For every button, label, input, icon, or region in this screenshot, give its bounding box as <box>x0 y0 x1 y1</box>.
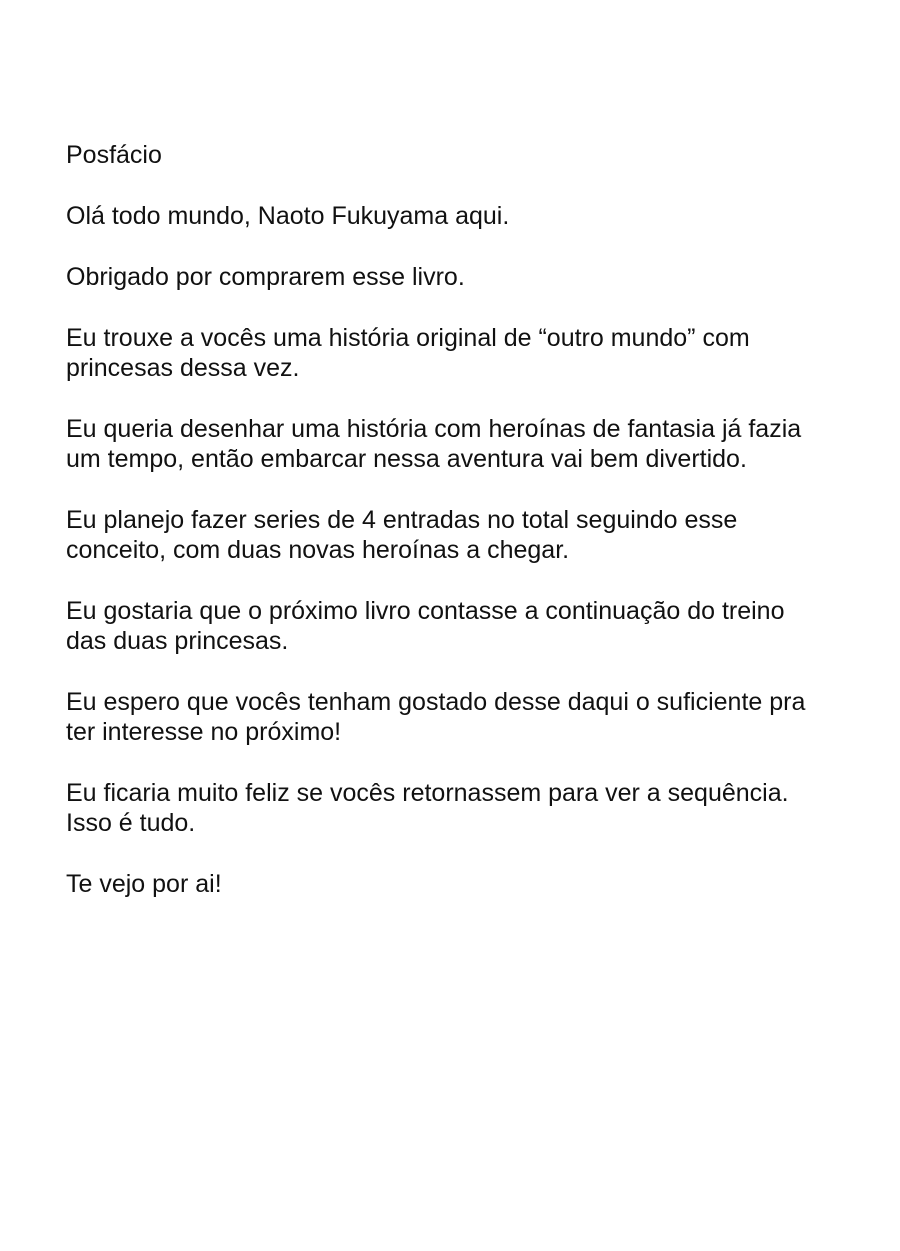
afterword-content <box>66 140 836 930</box>
paragraph <box>66 414 836 474</box>
paragraph-line: princesas dessa vez. <box>66 354 300 382</box>
paragraph <box>66 201 836 231</box>
paragraph-line: das duas princesas. <box>66 627 289 655</box>
paragraph-line: Olá todo mundo, Naoto Fukuyama aqui. <box>66 202 510 230</box>
paragraph <box>66 323 836 383</box>
page-title: Posfácio <box>66 141 162 169</box>
paragraph-line: Eu trouxe a vocês uma história original de “outro mundo” com <box>66 324 750 352</box>
paragraph-line: Obrigado por comprarem esse livro. <box>66 263 465 291</box>
paragraph-line: Eu planejo fazer series de 4 entradas no total seguindo esse <box>66 506 738 534</box>
paragraph <box>66 869 836 899</box>
paragraph <box>66 687 836 747</box>
paragraph-line: Eu ficaria muito feliz se vocês retornassem para ver a sequência. <box>66 779 789 807</box>
paragraph <box>66 505 836 565</box>
paragraph <box>66 262 836 292</box>
paragraph-line: Eu gostaria que o próximo livro contasse a continuação do treino <box>66 597 785 625</box>
paragraph-line: Eu espero que vocês tenham gostado desse daqui o suficiente pra <box>66 688 806 716</box>
paragraph <box>66 596 836 656</box>
paragraph-line: um tempo, então embarcar nessa aventura vai bem divertido. <box>66 445 747 473</box>
paragraph-line: ter interesse no próximo! <box>66 718 342 746</box>
paragraph-line: Te vejo por ai! <box>66 870 222 898</box>
paragraph-line: Eu queria desenhar uma história com heroínas de fantasia já fazia <box>66 415 802 443</box>
paragraph-line: Isso é tudo. <box>66 809 196 837</box>
paragraph <box>66 778 836 838</box>
paragraph-line: conceito, com duas novas heroínas a chegar. <box>66 536 570 564</box>
